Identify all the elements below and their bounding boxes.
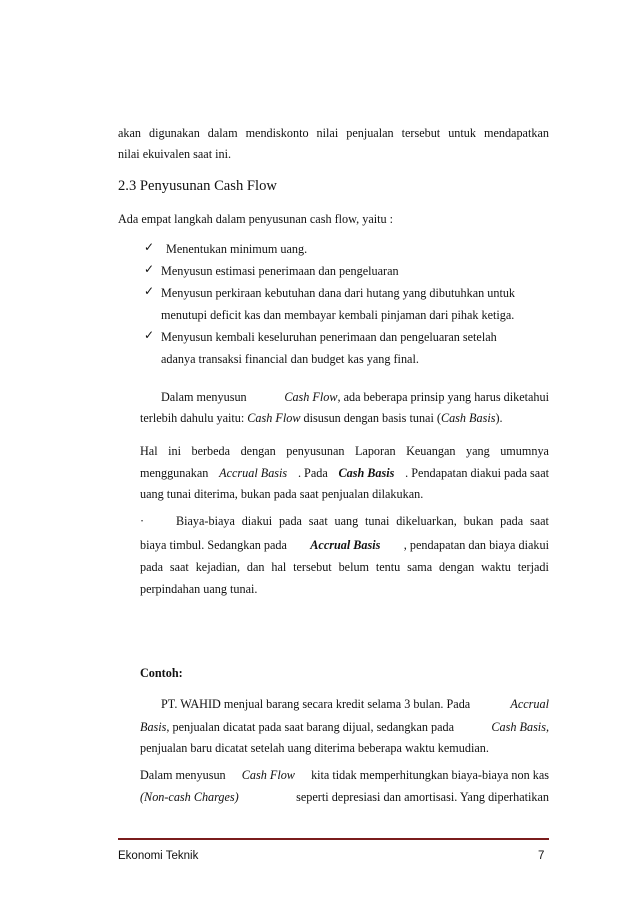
text-run: , pendapatan dan biaya diakui bbox=[403, 538, 549, 552]
italic-term: Accrual Basis bbox=[219, 466, 288, 480]
word: penjualan bbox=[346, 126, 394, 140]
paragraph-line bbox=[118, 125, 549, 141]
word: mendiskonto bbox=[245, 126, 309, 140]
word: tunai bbox=[365, 514, 390, 528]
word: saat bbox=[169, 560, 189, 574]
bullet-item: Menyusun estimasi penerimaan dan pengeluaran bbox=[161, 264, 399, 278]
checkmark-icon: ✓ bbox=[144, 262, 155, 276]
paragraph-line bbox=[140, 410, 503, 426]
word: kejadian, bbox=[195, 560, 241, 574]
text-run: disusun dengan basis tunai ( bbox=[303, 411, 441, 425]
paragraph-line: nilai ekuivalen saat ini. bbox=[118, 147, 232, 161]
bullet-item: Menyusun kembali keseluruhan penerimaan dan pengeluaran setelah bbox=[161, 330, 497, 344]
paragraph-line bbox=[176, 513, 549, 529]
footer-rule bbox=[118, 838, 549, 840]
paragraph-line: penjualan baru dicatat setelah uang diterima beberapa waktu kemudian. bbox=[140, 741, 489, 755]
word: saat bbox=[308, 514, 328, 528]
footer-title: Ekonomi Teknik bbox=[118, 850, 199, 862]
word: akan bbox=[118, 126, 142, 140]
word: waktu bbox=[481, 560, 511, 574]
word: tersebut bbox=[401, 126, 441, 140]
italic-term: Cash Basis bbox=[440, 411, 496, 425]
checkmark-icon: ✓ bbox=[144, 284, 155, 298]
checkmark-icon: ✓ bbox=[144, 328, 155, 342]
bullet-item-continuation: menutupi deficit kas dan membayar kembali pinjaman dari pihak ketiga. bbox=[161, 308, 515, 322]
text-run: . Pada bbox=[297, 466, 328, 480]
paragraph-line bbox=[140, 559, 549, 575]
italic-term: Cash Basis, bbox=[491, 720, 549, 734]
word: bukan bbox=[463, 514, 494, 528]
paragraph-line bbox=[140, 767, 549, 783]
word: pada bbox=[500, 514, 524, 528]
text-run: Dalam menyusun bbox=[161, 390, 247, 404]
word: pada bbox=[278, 514, 302, 528]
paragraph-line bbox=[161, 389, 549, 405]
word: Hal bbox=[140, 444, 158, 458]
word: belum bbox=[338, 560, 370, 574]
bullet-dot: · bbox=[140, 514, 145, 528]
word: pada bbox=[140, 560, 164, 574]
italic-term: (Non-cash Charges) bbox=[140, 790, 239, 804]
italic-term: Cash Flow bbox=[241, 768, 295, 782]
bullet-item-continuation: adanya transaksi financial dan budget kas yang final. bbox=[161, 352, 419, 366]
paragraph-line bbox=[140, 789, 549, 805]
text-run: kita tidak memperhitungkan biaya-biaya non kas bbox=[311, 768, 549, 782]
text-run: seperti depresiasi dan amortisasi. Yang diperhatikan bbox=[296, 790, 549, 804]
word: Laporan bbox=[354, 444, 396, 458]
text-run: PT. WAHID menjual barang secara kredit selama 3 bulan. Pada bbox=[161, 697, 471, 711]
intro-text: Ada empat langkah dalam penyusunan cash flow, yaitu : bbox=[118, 212, 394, 226]
paragraph-line: uang tunai diterima, bukan pada saat penjualan dilakukan. bbox=[140, 487, 424, 501]
paragraph-line bbox=[161, 696, 549, 712]
word: ini bbox=[168, 444, 181, 458]
paragraph-line bbox=[140, 537, 549, 553]
word: dan bbox=[246, 560, 265, 574]
word: terjadi bbox=[517, 560, 549, 574]
paragraph-line bbox=[140, 443, 549, 459]
word: yang bbox=[466, 444, 490, 458]
word: Biaya-biaya bbox=[176, 514, 235, 528]
paragraph-line bbox=[140, 465, 549, 481]
word: dengan bbox=[439, 560, 475, 574]
bold-term: Cash Basis bbox=[338, 466, 395, 480]
word: sama bbox=[407, 560, 433, 574]
word: berbeda bbox=[191, 444, 231, 458]
text-run: . Pendapatan diakui pada saat bbox=[405, 466, 549, 480]
bold-term: Accrual Basis bbox=[310, 538, 381, 552]
word: tersebut bbox=[293, 560, 332, 574]
word: digunakan bbox=[149, 126, 200, 140]
italic-term: Basis bbox=[140, 720, 167, 734]
text-run: terlebih dahulu yaitu: bbox=[140, 411, 245, 425]
word: Keuangan bbox=[406, 444, 456, 458]
word: dalam bbox=[207, 126, 238, 140]
word: uang bbox=[334, 514, 359, 528]
text-run: ). bbox=[495, 411, 503, 425]
word: tentu bbox=[375, 560, 401, 574]
word: diakui bbox=[241, 514, 273, 528]
text-run: , ada beberapa prinsip yang harus diketahui bbox=[337, 390, 549, 404]
section-heading: 2.3 Penyusunan Cash Flow bbox=[118, 178, 277, 194]
word: dengan bbox=[240, 444, 276, 458]
word: mendapatkan bbox=[483, 126, 549, 140]
paragraph-line bbox=[140, 719, 549, 735]
text-run: Dalam menyusun bbox=[140, 768, 226, 782]
word: penyusunan bbox=[286, 444, 345, 458]
bullet-item: Menyusun perkiraan kebutuhan dana dari hutang yang dibutuhkan untuk bbox=[161, 286, 516, 300]
text-run: , penjualan dicatat pada saat barang dijual, sedangkan pada bbox=[166, 720, 455, 734]
word: saat bbox=[529, 514, 549, 528]
text-run: biaya timbul. Sedangkan pada bbox=[140, 538, 287, 552]
word: nilai bbox=[316, 126, 339, 140]
italic-term: Accrual bbox=[510, 697, 549, 711]
word: umumnya bbox=[500, 444, 549, 458]
italic-term: Cash Flow bbox=[284, 390, 338, 404]
word: dikeluarkan, bbox=[396, 514, 457, 528]
italic-term: Cash Flow bbox=[247, 411, 301, 425]
paragraph-line: perpindahan uang tunai. bbox=[140, 582, 258, 596]
word: hal bbox=[271, 560, 287, 574]
example-label: Contoh: bbox=[140, 666, 183, 680]
checkmark-icon: ✓ bbox=[144, 240, 155, 254]
word: untuk bbox=[448, 126, 476, 140]
text-run: menggunakan bbox=[140, 466, 209, 480]
page-number: 7 bbox=[538, 850, 545, 862]
bullet-item: Menentukan minimum uang. bbox=[166, 242, 308, 256]
